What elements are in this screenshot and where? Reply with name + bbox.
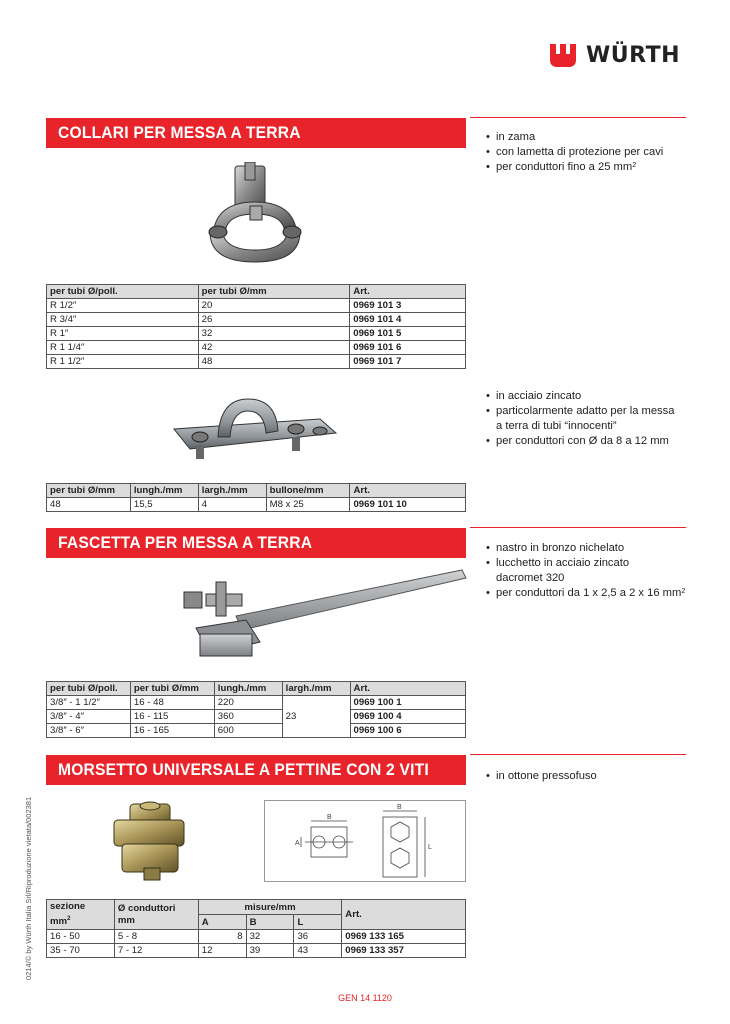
feature-item: • con lametta di protezione per cavi: [486, 145, 663, 160]
wurth-logo-icon: [548, 40, 578, 70]
cell: 26: [198, 313, 350, 327]
column-header: per tubi Ø/poll.: [47, 682, 131, 696]
column-header: per tubi Ø/poll.: [47, 285, 199, 299]
cell: 3/8″ - 6″: [47, 724, 131, 738]
section-title-morsetto: MORSETTO UNIVERSALE A PETTINE CON 2 VITI: [46, 755, 466, 785]
wurth-logo: [548, 38, 688, 72]
article-code: 0969 101 7: [350, 355, 466, 369]
section-title-fascetta: FASCETTA PER MESSA A TERRA: [46, 528, 466, 558]
page-code: GEN 14 1120: [338, 993, 392, 1003]
cell: 12: [198, 944, 246, 958]
article-code: 0969 100 1: [350, 696, 465, 710]
table-row: [47, 944, 466, 958]
features-morsetto: [486, 769, 597, 784]
table-collari: [46, 284, 466, 369]
article-code: 0969 133 357: [342, 944, 466, 958]
cell: 32: [246, 930, 294, 944]
column-header-conduttori: Ø conduttori mm: [114, 900, 198, 930]
cell: 42: [198, 341, 350, 355]
feature-item: • per conduttori da 1 x 2,5 a 2 x 16 $mm^2$: [486, 586, 685, 601]
table-row: [47, 313, 466, 327]
features-fascetta: [486, 541, 685, 601]
earthing-band-photo: [176, 568, 468, 668]
cell: 36: [294, 930, 342, 944]
brand-name: WÜRTH: [586, 42, 681, 68]
brass-clamp-photo: [104, 798, 194, 882]
column-header: Art.: [350, 484, 466, 498]
section-title-collari: COLLARI PER MESSA A TERRA: [46, 118, 466, 148]
column-header-art: Art.: [342, 900, 466, 930]
cell: 16 - 115: [130, 710, 214, 724]
pipe-clamp-photo: [170, 393, 340, 473]
cell: 5 - 8: [114, 930, 198, 944]
dim-label-b: B: [327, 814, 332, 821]
table-header-row: [47, 900, 466, 915]
feature-item: • nastro in bronzo nichelato: [486, 541, 685, 556]
column-header: per tubi Ø/mm: [198, 285, 350, 299]
cell: R 1″: [47, 327, 199, 341]
table-morsetto: [46, 899, 466, 958]
cell: 32: [198, 327, 350, 341]
cell: 3/8″ - 1 1/2″: [47, 696, 131, 710]
column-header-misure: misure/mm: [198, 900, 342, 915]
table-row: [47, 710, 466, 724]
feature-item: • per conduttori con Ø da 8 a 12 mm: [486, 434, 674, 449]
article-code: 0969 101 4: [350, 313, 466, 327]
column-header: per tubi Ø/mm: [130, 682, 214, 696]
dim-label-b-top: B: [397, 804, 402, 811]
cell: M8 x 25: [266, 498, 350, 512]
table-row: [47, 355, 466, 369]
feature-item: • in zama: [486, 130, 663, 145]
section-divider: [470, 117, 686, 118]
table-row: [47, 930, 466, 944]
table-row: [47, 498, 466, 512]
cell: R 1 1/2″: [47, 355, 199, 369]
cell: 15,5: [130, 498, 198, 512]
section-divider: [470, 527, 686, 528]
cell: 4: [198, 498, 266, 512]
feature-item: • lucchetto in acciaio zincato: [486, 556, 685, 571]
article-code: 0969 101 10: [350, 498, 466, 512]
cell: 7 - 12: [114, 944, 198, 958]
cell: 48: [47, 498, 131, 512]
column-header-b: B: [246, 915, 294, 930]
column-header: largh./mm: [282, 682, 350, 696]
table-row: [47, 696, 466, 710]
cell: 16 - 165: [130, 724, 214, 738]
table-row: [47, 341, 466, 355]
article-code: 0969 101 6: [350, 341, 466, 355]
table-fascetta: [46, 681, 466, 738]
column-header-l: L: [294, 915, 342, 930]
feature-item: • particolarmente adatto per la messa: [486, 404, 674, 419]
features-zincato: [486, 389, 674, 449]
column-header: largh./mm: [198, 484, 266, 498]
cell: 600: [214, 724, 282, 738]
column-header: bullone/mm: [266, 484, 350, 498]
cell: 16 - 50: [47, 930, 115, 944]
article-code: 0969 100 4: [350, 710, 465, 724]
cell: 35 - 70: [47, 944, 115, 958]
feature-item: • in ottone pressofuso: [486, 769, 597, 784]
cell: 3/8″ - 4″: [47, 710, 131, 724]
cell: R 1/2″: [47, 299, 199, 313]
column-header: Art.: [350, 682, 465, 696]
cell-shared-width: 23: [282, 696, 350, 738]
dim-label-l: L: [428, 844, 432, 851]
cell: R 1 1/4″: [47, 341, 199, 355]
table-zincato: [46, 483, 466, 512]
table-row: [47, 327, 466, 341]
column-header: lungh./mm: [214, 682, 282, 696]
technical-drawing: [264, 800, 466, 882]
article-code: 0969 133 165: [342, 930, 466, 944]
column-header: per tubi Ø/mm: [47, 484, 131, 498]
column-header: lungh./mm: [130, 484, 198, 498]
table-header-row: [47, 682, 466, 696]
table-header-row: [47, 484, 466, 498]
collar-clamp-photo: [200, 162, 310, 272]
feature-item-continuation: a terra di tubi “innocenti”: [496, 420, 617, 432]
column-header: Art.: [350, 285, 466, 299]
table-row: [47, 724, 466, 738]
cell: 43: [294, 944, 342, 958]
article-code: 0969 100 6: [350, 724, 465, 738]
features-collari: [486, 130, 663, 175]
cell: R 3/4″: [47, 313, 199, 327]
section-divider: [470, 754, 686, 755]
cell: 48: [198, 355, 350, 369]
column-header-a: A: [198, 915, 246, 930]
cell: 16 - 48: [130, 696, 214, 710]
cell: 360: [214, 710, 282, 724]
cell: 20: [198, 299, 350, 313]
feature-item-continuation: dacromet 320: [496, 572, 565, 584]
cell: 8: [198, 930, 246, 944]
dim-label-a: A: [295, 840, 300, 847]
table-row: [47, 299, 466, 313]
feature-item: • in acciaio zincato: [486, 389, 674, 404]
cell: 39: [246, 944, 294, 958]
table-header-row: [47, 285, 466, 299]
article-code: 0969 101 5: [350, 327, 466, 341]
clamp-dimension-diagram: [265, 801, 465, 881]
column-header-sezione: sezione $mm^2$: [47, 900, 115, 930]
cell: 220: [214, 696, 282, 710]
article-code: 0969 101 3: [350, 299, 466, 313]
copyright-side-note: 0214/© by Würth Italia Srl/Riproduzione vietata/002381: [24, 796, 33, 980]
feature-item: • per conduttori fino a 25 $mm^2$: [486, 160, 663, 175]
